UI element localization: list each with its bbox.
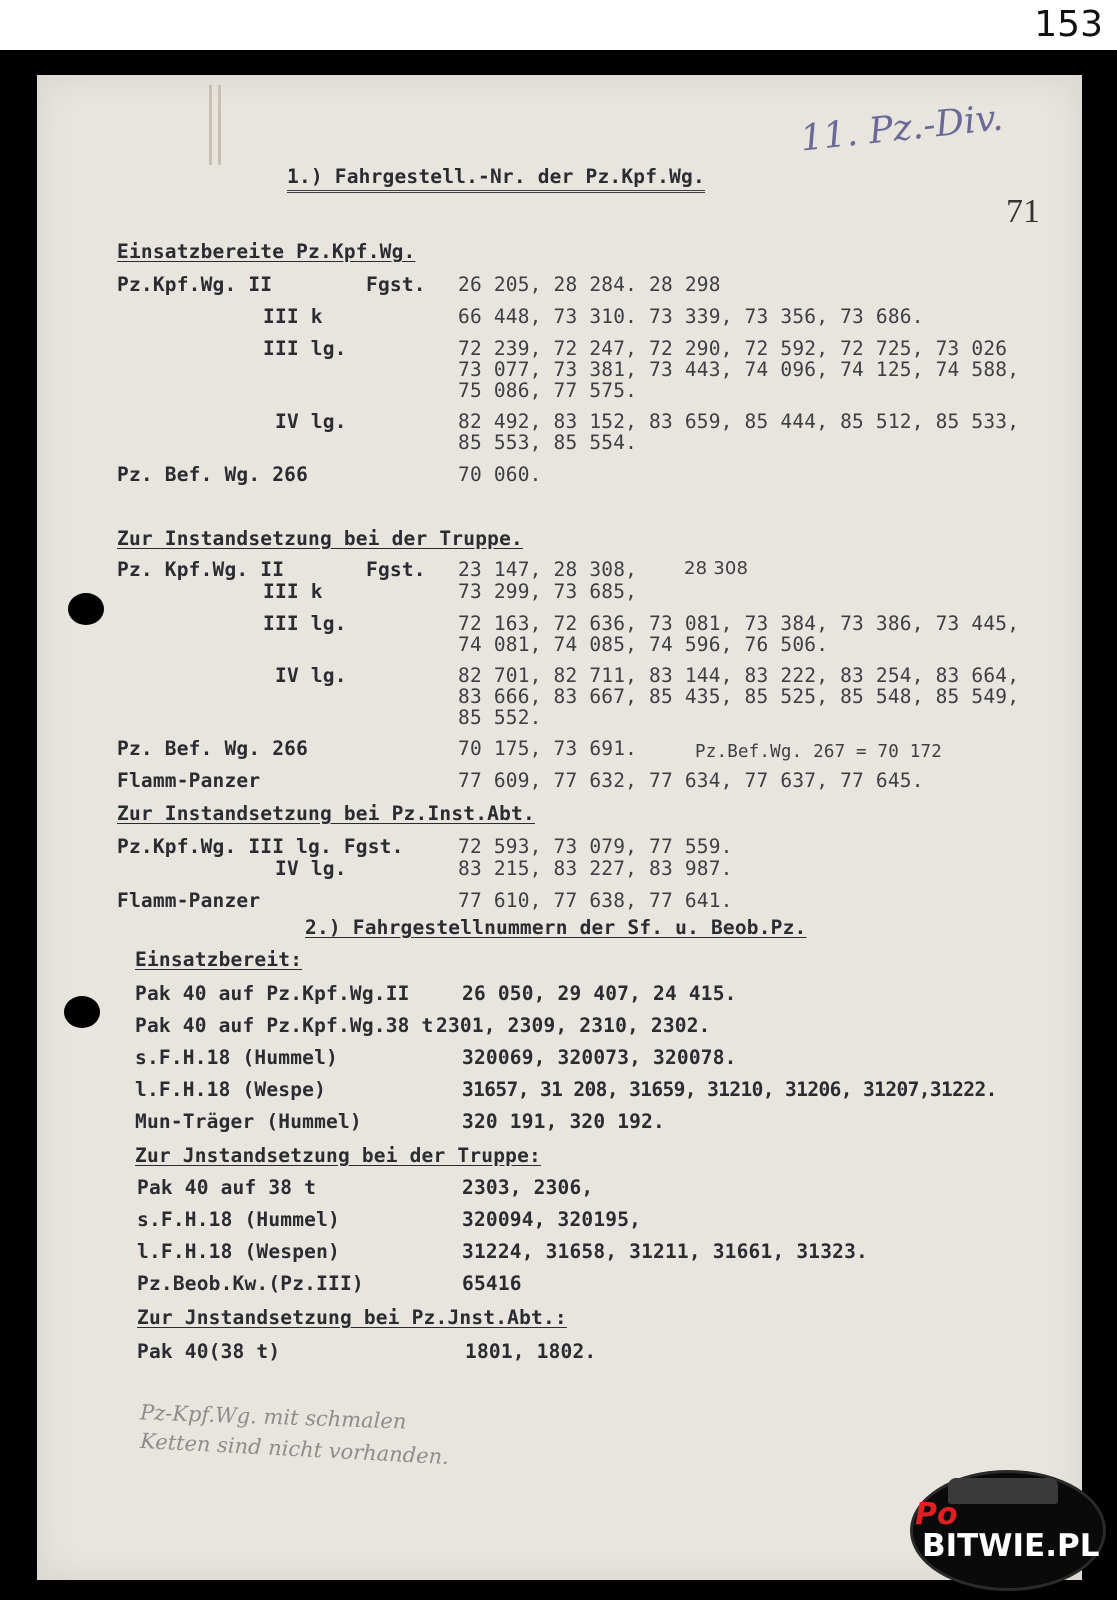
row-label: III k [263, 580, 323, 603]
row-label: Mun-Träger (Hummel) [135, 1110, 362, 1133]
row-values: 2301, 2309, 2310, 2302. [436, 1014, 711, 1037]
row-label: Pak 40 auf Pz.Kpf.Wg.II [135, 982, 410, 1005]
row-values: 31657, 31 208, 31659, 31210, 31206, 31207,31222. [462, 1078, 997, 1101]
row-label: III k [263, 305, 323, 328]
logo-text-bitwie: BITWIE.PL [922, 1528, 1100, 1564]
row-label: Pz. Bef. Wg. 266 [117, 737, 309, 760]
section-heading: Einsatzbereit: [135, 948, 303, 971]
row-values: 70 060. [458, 463, 542, 486]
row-values: 23 147, 28 308, [458, 558, 638, 581]
title-part-2: 2.) Fahrgestellnummern der Sf. u. Beob.Pz. [305, 916, 807, 939]
row-label: Pak 40 auf Pz.Kpf.Wg.38 t [135, 1014, 434, 1037]
row-label: l.F.H.18 (Wespen) [137, 1240, 340, 1263]
punch-hole [64, 996, 100, 1028]
row-label: Pz.Beob.Kw.(Pz.III) [137, 1272, 364, 1295]
row-label: s.F.H.18 (Hummel) [137, 1208, 340, 1231]
row-values: 82 492, 83 152, 83 659, 85 444, 85 512, 85 533, [458, 410, 1020, 433]
row-values: 320094, 320195, [462, 1208, 642, 1231]
row-values: 31224, 31658, 31211, 31661, 31323. [462, 1240, 868, 1263]
row-label: III lg. [263, 337, 347, 360]
row-extra: 28 308 [684, 558, 749, 579]
row-values: 320069, 320073, 320078. [462, 1046, 737, 1069]
row-label: s.F.H.18 (Hummel) [135, 1046, 338, 1069]
row-values: 320 191, 320 192. [462, 1110, 665, 1133]
row-values: 83 666, 83 667, 85 435, 85 525, 85 548, 85 549, [458, 685, 1020, 708]
row-values: 74 081, 74 085, 74 596, 76 506. [458, 633, 829, 656]
row-values: 83 215, 83 227, 83 987. [458, 857, 733, 880]
row-values: 72 163, 72 636, 73 081, 73 384, 73 386, 73 445, [458, 612, 1020, 635]
page-number: 153 [1034, 4, 1103, 45]
row-fgst: Fgst. [366, 558, 426, 581]
row-values: 82 701, 82 711, 83 144, 83 222, 83 254, 83 664, [458, 664, 1020, 687]
pencil-note: Pz-Kpf.Wg. mit schmalen [139, 1400, 407, 1434]
row-label: Pz. Kpf.Wg. II [117, 558, 285, 581]
row-label: III lg. [263, 612, 347, 635]
row-label: IV lg. [275, 410, 347, 433]
row-label: IV lg. [275, 664, 347, 687]
row-label: Flamm-Panzer [117, 889, 261, 912]
row-values: 65416 [462, 1272, 522, 1295]
row-label: Flamm-Panzer [117, 769, 261, 792]
row-values: 66 448, 73 310. 73 339, 73 356, 73 686. [458, 305, 924, 328]
row-values: 26 205, 28 284. 28 298 [458, 273, 721, 296]
row-label: Pak 40 auf 38 t [137, 1176, 317, 1199]
pencil-note: Ketten sind nicht vorhanden. [139, 1428, 450, 1470]
row-values: 26 050, 29 407, 24 415. [462, 982, 737, 1005]
row-label: Pz.Kpf.Wg. II [117, 273, 273, 296]
row-label: Pak 40(38 t) [137, 1340, 281, 1363]
row-values: 72 239, 72 247, 72 290, 72 592, 72 725, 73 026 [458, 337, 1008, 360]
row-label: IV lg. [275, 857, 347, 880]
top-bar [0, 0, 1117, 50]
tank-icon [948, 1478, 1058, 1504]
section-heading: Zur Instandsetzung bei Pz.Inst.Abt. [117, 802, 535, 825]
title: 1.) Fahrgestell.-Nr. der Pz.Kpf.Wg. [287, 165, 705, 188]
row-values: 72 593, 73 079, 77 559. [458, 835, 733, 858]
section-heading: Zur Jnstandsetzung bei Pz.Jnst.Abt.: [137, 1306, 567, 1329]
paper-fold-mark [209, 85, 212, 165]
handwritten-header: 11. Pz.-Div. [798, 97, 1005, 160]
logo-text-po: Po [915, 1497, 958, 1532]
row-label: Pz. Bef. Wg. 266 [117, 463, 309, 486]
row-values: 1801, 1802. [465, 1340, 597, 1363]
row-values: 2303, 2306, [462, 1176, 594, 1199]
punch-hole [68, 593, 104, 625]
row-label: Pz.Kpf.Wg. III lg. Fgst. [117, 835, 404, 858]
section-heading: Einsatzbereite Pz.Kpf.Wg. [117, 240, 416, 263]
row-values: 85 552. [458, 706, 542, 729]
row-values: 77 610, 77 638, 77 641. [458, 889, 733, 912]
folio-number: 71 [1006, 193, 1040, 230]
row-label: l.F.H.18 (Wespe) [135, 1078, 327, 1101]
paper-fold-mark [218, 85, 221, 165]
row-extra: Pz.Bef.Wg. 267 = 70 172 [695, 742, 942, 762]
row-values: 85 553, 85 554. [458, 431, 638, 454]
row-values: 70 175, 73 691. [458, 737, 638, 760]
section-heading: Zur Instandsetzung bei der Truppe. [117, 527, 523, 550]
row-fgst: Fgst. [366, 273, 426, 296]
row-values: 73 299, 73 685, [458, 580, 638, 603]
row-values: 75 086, 77 575. [458, 379, 638, 402]
section-heading: Zur Jnstandsetzung bei der Truppe: [135, 1144, 541, 1167]
row-values: 77 609, 77 632, 77 634, 77 637, 77 645. [458, 769, 924, 792]
row-values: 73 077, 73 381, 73 443, 74 096, 74 125, 74 588, [458, 358, 1020, 381]
